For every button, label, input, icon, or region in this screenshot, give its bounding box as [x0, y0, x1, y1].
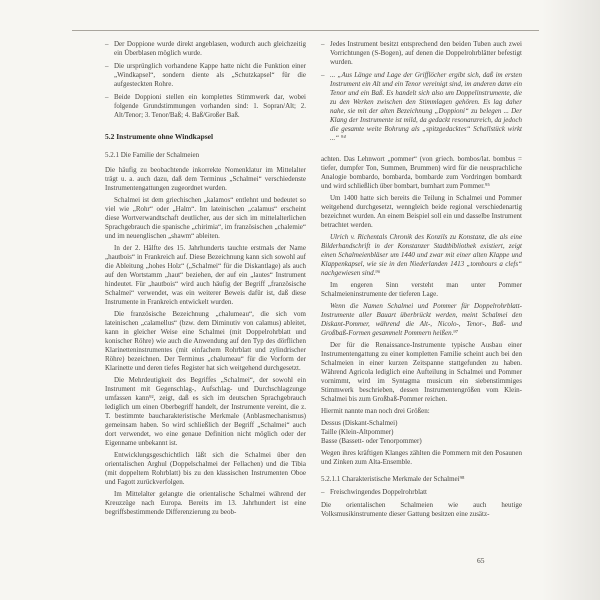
list-item — [321, 40, 522, 67]
subsection-heading: 5.2.1 Die Familie der Schalmeien — [105, 151, 200, 159]
section-heading: 5.2 Instrumente ohne Windkapsel — [105, 132, 214, 141]
paragraph: Im Mittelalter gelangte die orientalische Schalmei während der Kreuzzüge nach Europa. Bereits im 13. Jahrhundert ist eine begriffsbestimmende Differenzierung zu beob- — [105, 490, 306, 516]
bullet-marker: – — [105, 62, 109, 70]
right-column — [321, 40, 522, 522]
bullet-text: Jedes Instrument besitzt entsprechend den beiden Tuben auch zwei Vorrichtungen (S-Bogen), auf denen die Doppelrohrblätter befestigt wurden. — [330, 40, 522, 66]
paragraph: Der für die Renaissance-Instrumente typische Ausbau einer Instrumentengattung zu einer kompletten Familie scheint auch bei den Schalmeien in einer kurzen Zeitspanne stattgefunden zu haben. Während Agricola lediglich eine Aufteilung in Schalmei und Pommer vornimmt, wird im Syntagma musicum ein siebenstimmiges Stimmwerk beschrieben, dessen Instrumentengrößen vom Klein-Schalmei bis zum Großbaß-Pommer reichen. — [321, 341, 522, 403]
paragraph: Die orientalischen Schalmeien wie auch heutige Volksmusikinstrumente dieser Gattung besitzen eine zusätz- — [321, 501, 522, 518]
list-item — [105, 62, 306, 89]
bullet-text-quote: ... „Aus Länge und Lage der Grifflöcher ergibt sich, daß im ersten Instrument ein Alt und ein Tenor vereinigt sind, im anderen dann ein Tenor und ein Baß. Es handelt sich also um Doppelinstrumente, die zu den Werken zwischen den Stimmlagen gehören. Es lag daher nahe, sie mit der alten Bezeichnung „Doppioni“ zu belegen ... Der Klang der Instrumente ist mild, da gedackt resonanzreich, da jedoch die gesamte weite Bohrung als „spitzgedacktes“ Schallstück wirkt ...“ ⁹⁴ — [330, 71, 522, 142]
paragraph: Um 1400 hatte sich bereits die Teilung in Schalmei und Pommer weitgehend durchgesetzt, wenngleich beide regional verschiedenartig bezeichnet wurden. An einem Beispiel soll ein und dasselbe Instrument betrachtet werden. — [321, 194, 522, 229]
bullet-text: Die ursprünglich vorhandene Kappe hatte nicht die Funktion einer „Windkapsel“, sondern diente als „Schutzkapsel“ für die aufgesteckten Rohre. — [114, 62, 306, 88]
paragraph: Im engeren Sinn versteht man unter Pommer Schalmeieninstrumente der tieferen Lage. — [321, 281, 522, 298]
bullet-text: Beide Doppioni stellen ein komplettes Stimmwerk dar, wobei folgende Grundstimmungen vorhanden sind: 1. Sopran/Alt; 2. Alt/Tenor; 3. Tenor/Baß; 4. Baß/Großer Baß. — [114, 93, 306, 119]
left-column — [105, 40, 306, 520]
size-item: Taille (Klein-Altpommer) — [321, 428, 394, 436]
bullet-marker: – — [105, 93, 109, 101]
sizes-intro: Hiermit nannte man noch drei Größen: — [321, 407, 430, 415]
bullet-marker: – — [105, 40, 109, 48]
paragraph-quote: Wenn die Namen Schalmei und Pommer für Doppelrohrblatt-Instrumente aller Bauart überbrückt werden, meint Schalmei den Diskant-Pommer, während die Alt-, Nicolo-, Tenor-, Baß- und Großbaß-Formen gesammelt Pommern heißen.⁹⁷ — [321, 302, 522, 337]
paragraph: In der 2. Hälfte des 15. Jahrhunderts tauchte erstmals der Name „hautbois“ in Frankreich auf. Diese Bezeichnung kann sich sowohl auf die Ableitung „hohes Holz“ („Schalmei“ für die Diskantlage) als auch auf den Wortstamm „haut“ beziehen, der auf ein „lautes“ Instrument hindeutet. Für „hautbois“ wird auch häufig der Begriff „französische Schalmei“ verwendet, was ein weiterer Beweis dafür ist, daß diese Instrumente in Frankreich entwickelt wurden. — [105, 244, 306, 306]
subsection-heading: 5.2.1.1 Charakteristische Merkmale der Schalmei⁹⁸ — [321, 475, 465, 483]
size-item: Dessus (Diskant-Schalmei) — [321, 419, 398, 427]
sizes-list — [321, 419, 522, 446]
header-rule — [72, 30, 539, 31]
paragraph: Die Mehrdeutigkeit des Begriffes „Schalmei“, der sowohl ein Instrument mit Gegenschlag-, Aufschlag- und Durchschlagzunge umfassen kann⁹², zeigt, daß es sich im deutschen Sprachgebrauch lediglich um einen Oberbegriff handelt, der Instrumente vereint, die z. T. bestimmte baucharakteristische Merkmale (Anblasmechanismus) gemeinsam haben. So wird schließlich der Begriff „Schalmei“ auch dort verwendet, wo eine genaue Definition nicht möglich oder der Eigenname unbekannt ist. — [105, 376, 306, 447]
paragraph: Wegen ihres kräftigen Klanges zählten die Pommern mit den Posaunen und Zinken zum Alta-Ensemble. — [321, 449, 522, 466]
bullet-marker: – — [321, 40, 325, 48]
paragraph-quote: Ulrich v. Richentals Chronik des Konzils zu Konstanz, die als eine Bilderhandschrift in der Konstanzer Stadtbibliothek existiert, zeigt einen Schalmeienbläser um 1440 und zwar mit einer alten Klappe und Klappenkapsel, wie sie in den Niederlanden 1413 „tombours a clefs“ nachgewiesen sind.⁹⁶ — [321, 233, 522, 277]
paragraph: Die häufig zu beobachtende inkorrekte Nomenklatur im Mittelalter trägt u. a. auch dazu, daß dem Terminus „Schalmei“ verschiedenste Instrumentengattungen zugeordnet wurden. — [105, 166, 306, 192]
bullet-marker: – — [321, 71, 325, 79]
paragraph: Schalmei ist dem griechischen „kalamos“ entlehnt und bedeutet so viel wie „Rohr“ oder „Halm“. Im lateinischen „calamus“ erscheint diese Wortverwandtschaft deutlicher, aus der sich im mittelalterlichen Sprachgebrauch die spanische „chirimia“, im französischen „chalemie“ und im neuenglischen „shawm“ ableiten. — [105, 196, 306, 240]
bullet-marker: – — [321, 488, 325, 496]
list-item — [105, 40, 306, 58]
list-item — [321, 488, 522, 497]
paragraph: Entwicklungsgeschichtlich läßt sich die Schalmei über den orientalischen Arghul (Doppelschalmei der Fellachen) und die Tibia (mit doppeltem Rohrblatt) bis zu den klassischen Instrumenten Oboe und Fagott zurückverfolgen. — [105, 451, 306, 486]
paragraph: achten. Das Lehnwort „pommer“ (von griech. bombos/lat. bombus = tiefer, dumpfer Ton, Summen, Brummen) wird für die neusprachliche Analogie bombardo, bombarda, bombarde zum Vordringen bombardt und wird schließlich über bombart, bumhart zum Pommer.⁹⁵ — [321, 155, 522, 190]
list-item — [105, 93, 306, 120]
bullet-text: Der Doppione wurde direkt angeblasen, wodurch auch gleichzeitig ein Überblasen möglich wurde. — [114, 40, 306, 57]
bullet-text: Freischwingendes Doppelrohrblatt — [330, 488, 428, 496]
page-edge-shadow — [542, 0, 600, 600]
paragraph: Die französische Bezeichnung „chalumeau“, die sich vom lateinischen „calamellus“ (bzw. dem Diminutiv von calamus) ableitet, kann in gleicher Weise eine Schalmei (mit Doppelrohrblatt und konischer Röhre) wie auch die Anwendung auf den Typ des dörflichen Klarinetteninstrumentes (mit einfachem Rohrblatt und zylindrischer Röhre) bezeichnen. Der Terminus „chalumeau“ für die Vorform der Klarinette und deren tiefes Register hat sich weitgehend durchgesetzt. — [105, 310, 306, 372]
size-item: Basse (Bassett- oder Tenorpommer) — [321, 437, 422, 445]
list-item — [321, 71, 522, 143]
page-number: 65 — [477, 556, 485, 565]
